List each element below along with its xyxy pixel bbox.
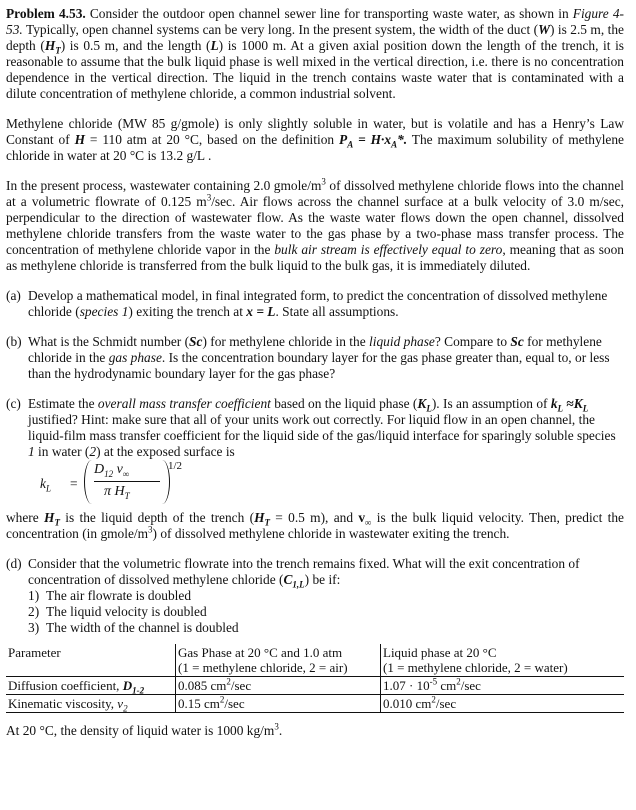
part-a	[6, 288, 624, 320]
solubility-paragraph: Methylene chloride (MW 85 g/gmole) is only slightly soluble in water, but is volatile and has a Henry’s Law Constant of H = 110 atm at 20 °C, based on the definition $P_A = H\cdot x_A*$. The maximum solubility of methylene chloride in water at 20 °C is 13.2 g/L .	[6, 116, 624, 163]
problem-number: Problem 4.53.	[6, 6, 86, 21]
list-item: 3) The width of the channel is doubled	[28, 620, 239, 635]
part-c-continuation: where $H_T$ is the liquid depth of the trench ($H_T = 0.5$ m), and $v_\infty$ is the bulk liquid velocity. Then, predict the concentration (in gmole/$m^3$) of dissolved methylene chloride in wastewater exiting the trench.	[6, 510, 624, 541]
table-header-row	[6, 644, 624, 677]
part-c-text: Estimate the overall mass transfer coefficient based on the liquid phase $(K_L)$. Is an assumption of $k_L \approx K_L$ justified? Hint: make sure that all of your units work out correctly. For liquid flow in an open channel, the liquid-film mass transfer coefficient for the liquid side of the gas/liquid interface for sparingly soluble species 1 in water (2) at the exposed surface is	[28, 396, 616, 459]
table-header-gas: Gas Phase at 20 °C and 1.0 atm (1 = methylene chloride, 2 = air)	[176, 644, 381, 677]
part-b-text: What is the Schmidt number (Sc) for methylene chloride in the liquid phase? Compare to Sc for methylene chloride in the gas phase. Is the concentration boundary layer for the gas phase greater than, equal to, or less than the hydrodynamic boundary layer for the gas phase?	[28, 334, 610, 381]
part-c-label: (c)	[6, 396, 21, 411]
list-item: 2) The liquid velocity is doubled	[28, 604, 207, 619]
parameter-table	[6, 644, 624, 713]
equation-lhs: $k_L$	[40, 476, 51, 494]
process-paragraph: In the present process, wastewater containing 2.0 gmole/$m^3$ of dissolved methylene chloride flows into the channel at a volumetric flowrate of 0.125 $m^3/\sec$. Air flows across the channel surface at a bulk velocity of 3.0 m/sec, perpendicular to the direction of wastewater flow. As the waste water flows down the open channel, dissolved methylene chloride transfers from the waste water to the gas phase by a two-phase mass transfer process. The concentration of methylene chloride vapor in the bulk air stream is effectively equal to zero, meaning that as soon as methylene chloride is transferred from the bulk liquid to the bulk gas, it is immediately diluted.	[6, 176, 624, 273]
gas-viscosity-value: 0.15 $cm^2/\sec$	[176, 695, 381, 713]
part-b-label: (b)	[6, 334, 22, 349]
list-item: 1) The air flowrate is doubled	[28, 588, 192, 603]
part-d	[6, 556, 624, 636]
kl-equation	[0, 460, 624, 508]
row-label-viscosity: Kinematic viscosity, $\nu_2$	[6, 695, 176, 713]
part-d-label: (d)	[6, 556, 22, 571]
liquid-viscosity-value: 0.010 $cm^2/\sec$	[381, 695, 625, 713]
part-c	[6, 396, 624, 460]
footer-note: At 20 °C, the density of liquid water is 1000 $kg/m^3$.	[6, 721, 283, 738]
gas-diffusion-value: 0.085 $cm^2/\sec$	[176, 677, 381, 695]
table-header-liquid: Liquid phase at 20 °C (1 = methylene chloride, 2 = water)	[381, 644, 625, 677]
liquid-diffusion-value: $1.07 \cdot 10^{-5}$ $cm^2/\sec$	[381, 677, 625, 695]
part-a-label: (a)	[6, 288, 21, 303]
part-b	[6, 334, 624, 382]
figure-reference: Figure 4-53.	[6, 6, 624, 37]
table-header-parameter: Parameter	[6, 644, 176, 677]
equation-exponent: 1/2	[168, 460, 183, 472]
table-row	[6, 677, 624, 695]
part-a-text: Develop a mathematical model, in final integrated form, to predict the concentration of dissolved methylene chloride (species 1) exiting the trench at x = L. State all assumptions.	[28, 288, 608, 319]
problem-intro: Problem 4.53. Consider the outdoor open channel sewer line for transporting waste water, as shown in Figure 4-53. Typically, open channel systems can be very long. In the present system, the width of the duct (W) is 2.5 m, the depth $(H_T)$ is 0.5 m, and the length (L) is 1000 m. At a given axial position down the length of the trench, it is reasonable to assume that the bulk liquid phase is well mixed in the vertical direction, i.e. there is no concentration dependence in the vertical direction. The liquid in the trench contains waste water that is contaminated with a dilute concentration of methylene chloride, a common industrial solvent.	[6, 6, 625, 101]
equation-denominator: π $H_T$	[104, 484, 130, 501]
problem-page	[6, 6, 624, 739]
equation-equals: =	[70, 476, 78, 491]
row-label-diffusion: Diffusion coefficient, $D_{1-2}$	[6, 677, 176, 695]
equation-numerator: $D_{12}$ $v_\infty$	[94, 462, 130, 479]
part-d-text: Consider that the volumetric flowrate into the trench remains fixed. What will the exit concentration of concentration of dissolved methylene chloride $(C_{1,L})$ be if:	[28, 556, 580, 590]
fraction-bar	[94, 481, 160, 482]
table-row	[6, 695, 624, 713]
